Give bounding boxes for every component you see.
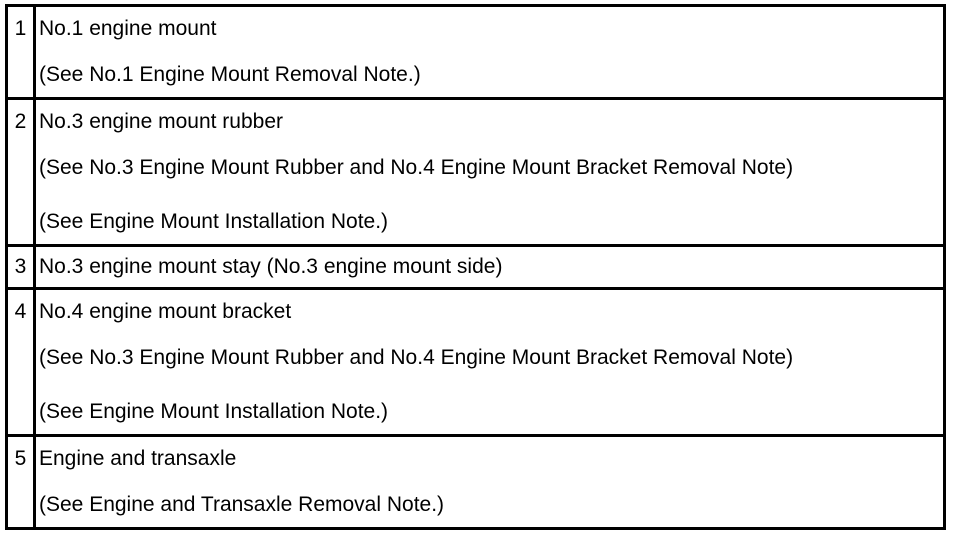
row-description (35, 99, 945, 246)
row-number: 1 (7, 6, 35, 99)
part-note: (See No.1 Engine Mount Removal Note.) (39, 63, 421, 86)
row-description (35, 6, 945, 99)
table-row (7, 6, 945, 99)
part-name: No.3 engine mount rubber (39, 110, 283, 133)
part-name: No.3 engine mount stay (No.3 engine mount side) (39, 255, 503, 278)
row-description (35, 289, 945, 436)
part-note: (See Engine Mount Installation Note.) (39, 210, 389, 233)
row-number: 2 (7, 99, 35, 246)
row-description (35, 436, 945, 529)
part-name: No.4 engine mount bracket (39, 300, 292, 323)
table-row (7, 436, 945, 529)
part-note: (See Engine and Transaxle Removal Note.) (39, 493, 445, 516)
part-name: Engine and transaxle (39, 447, 237, 470)
row-number: 4 (7, 289, 35, 436)
part-note: (See Engine Mount Installation Note.) (39, 400, 389, 423)
parts-table (5, 4, 946, 530)
row-number: 5 (7, 436, 35, 529)
row-number: 3 (7, 246, 35, 289)
part-note: (See No.3 Engine Mount Rubber and No.4 Engine Mount Bracket Removal Note) (39, 156, 794, 179)
table-row (7, 289, 945, 436)
part-name: No.1 engine mount (39, 17, 217, 40)
table-row (7, 99, 945, 246)
table-row (7, 246, 945, 289)
part-note: (See No.3 Engine Mount Rubber and No.4 Engine Mount Bracket Removal Note) (39, 346, 794, 369)
row-description (35, 246, 945, 289)
